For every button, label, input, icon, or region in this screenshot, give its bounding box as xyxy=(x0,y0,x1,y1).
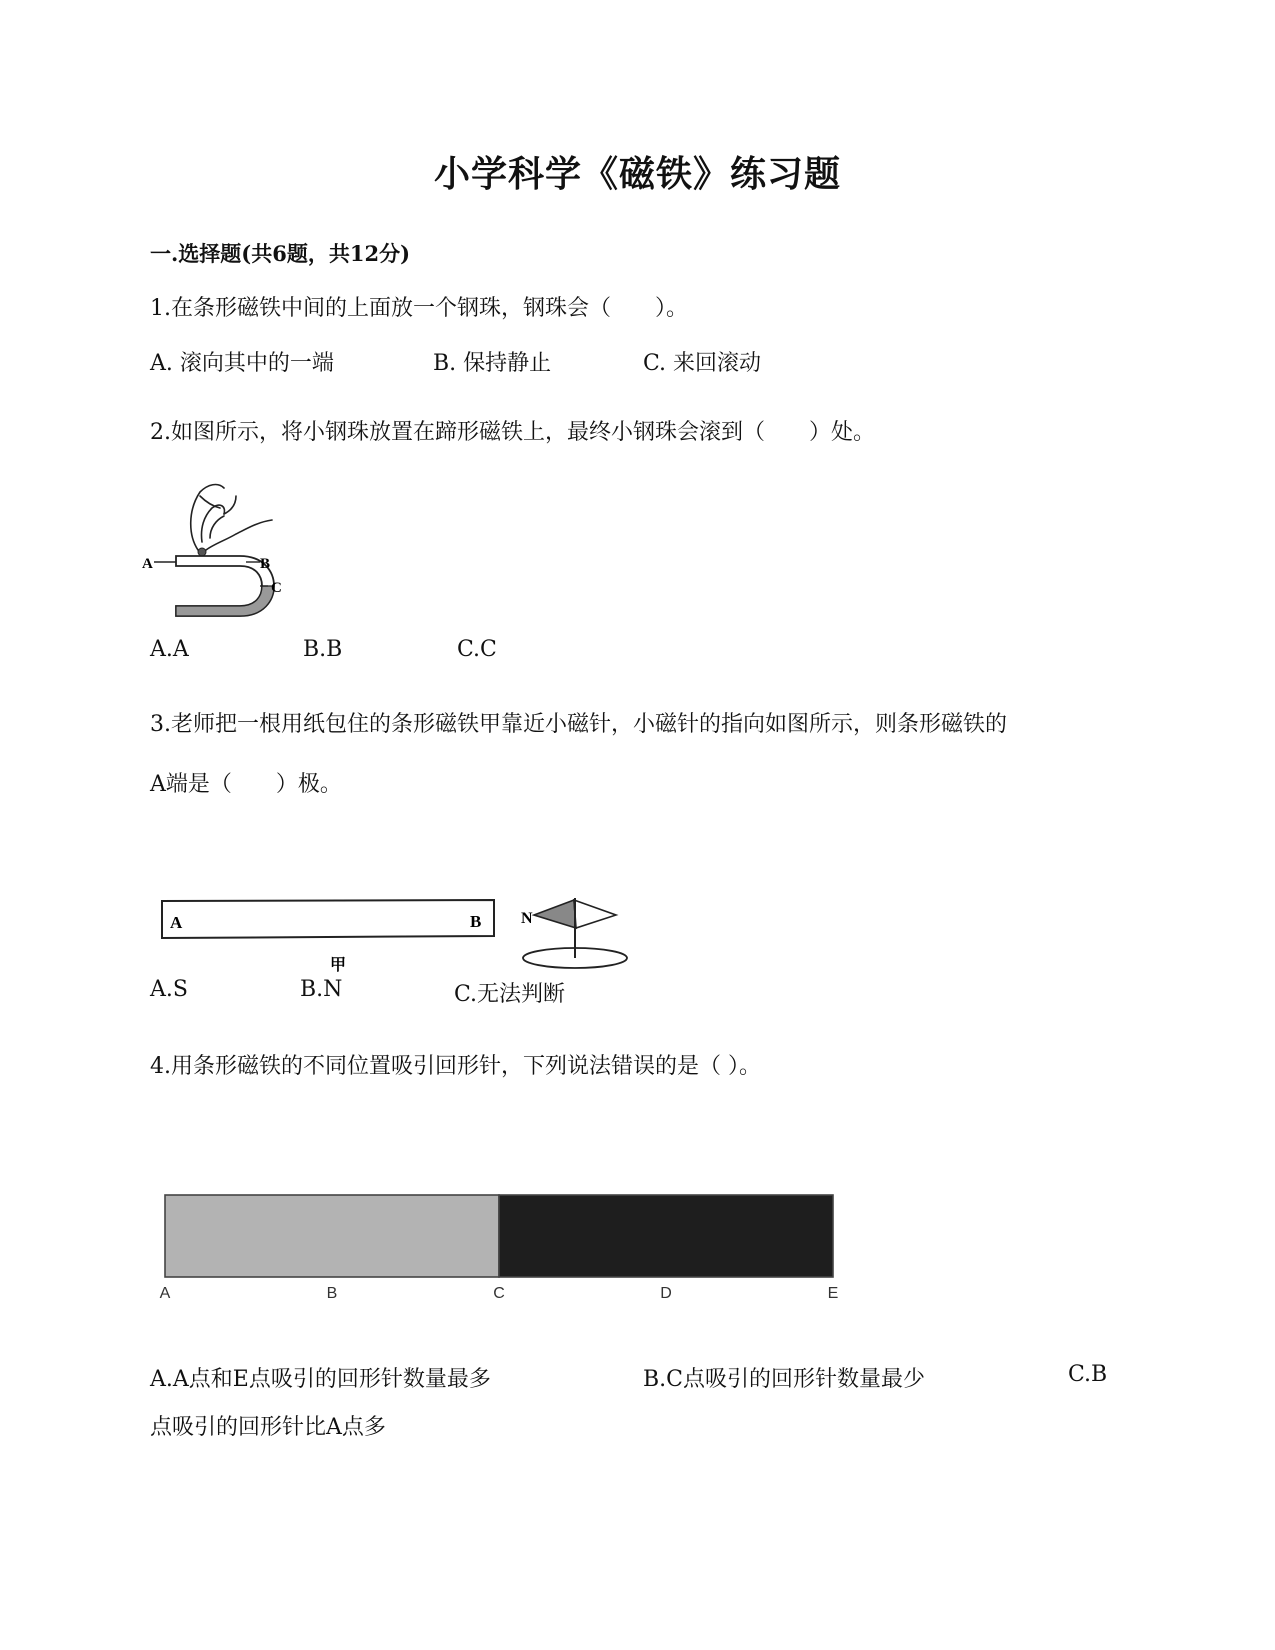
bar-magnet-compass-figure xyxy=(150,890,630,990)
question-3-option-c: C.无法判断 xyxy=(454,982,566,1007)
wrapped-bar-magnet xyxy=(162,900,494,938)
question-4-option-a: A.A点和E点吸引的回形针数量最多 xyxy=(150,1367,491,1392)
question-2-text: 2.如图所示，将小钢珠放置在蹄形磁铁上，最终小钢珠会滚到（ ）处。 xyxy=(150,420,875,445)
steel-ball xyxy=(198,548,206,556)
point-e-label: E xyxy=(827,1285,839,1302)
question-1-option-c: C. 来回滚动 xyxy=(643,351,762,376)
question-4-option-c-continued: 点吸引的回形针比A点多 xyxy=(150,1415,386,1440)
label-b: B xyxy=(260,556,271,572)
question-4-text: 4.用条形磁铁的不同位置吸引回形针，下列说法错误的是（ ）。 xyxy=(150,1054,761,1079)
question-1-option-a: A. 滚向其中的一端 xyxy=(150,351,334,376)
question-2-option-b: B.B xyxy=(303,637,343,662)
point-b-label: B xyxy=(326,1285,338,1302)
question-4-option-c: C.B xyxy=(1068,1362,1108,1387)
label-c: C xyxy=(271,580,282,596)
point-a-label: A xyxy=(159,1285,171,1302)
question-3-text-line-2: A端是（ ）极。 xyxy=(150,772,342,797)
compass-north-label: N xyxy=(521,910,533,927)
question-1-text: 1.在条形磁铁中间的上面放一个钢珠，钢珠会（ ）。 xyxy=(150,296,688,321)
question-2-option-a: A.A xyxy=(150,637,189,662)
bar-magnet-points-figure xyxy=(150,1185,850,1310)
magnet-end-b: B xyxy=(470,912,482,931)
section-heading: 一.选择题(共6题，共12分) xyxy=(150,241,411,266)
magnet-shaded-pole xyxy=(176,586,274,616)
compass-needle xyxy=(521,898,627,968)
question-1-option-b: B. 保持静止 xyxy=(433,351,552,376)
label-a: A xyxy=(142,556,153,572)
magnet-dark-half xyxy=(499,1195,833,1277)
hand-illustration xyxy=(191,485,272,550)
page-title: 小学科学《磁铁》练习题 xyxy=(433,153,841,195)
question-3-text-line-1: 3.老师把一根用纸包住的条形磁铁甲靠近小磁针，小磁针的指向如图所示，则条形磁铁的 xyxy=(150,712,1007,737)
point-d-label: D xyxy=(660,1285,672,1302)
magnet-name: 甲 xyxy=(330,955,347,974)
magnet-end-a: A xyxy=(170,913,183,932)
point-c-label: C xyxy=(493,1285,505,1302)
magnet-light-half xyxy=(165,1195,499,1277)
question-4-option-b: B.C点吸引的回形针数量最少 xyxy=(643,1367,925,1392)
question-3-option-b: B.N xyxy=(300,977,343,1002)
question-2-option-c: C.C xyxy=(457,637,497,662)
question-3-option-a: A.S xyxy=(150,977,188,1002)
horseshoe-magnet-figure xyxy=(140,480,290,620)
